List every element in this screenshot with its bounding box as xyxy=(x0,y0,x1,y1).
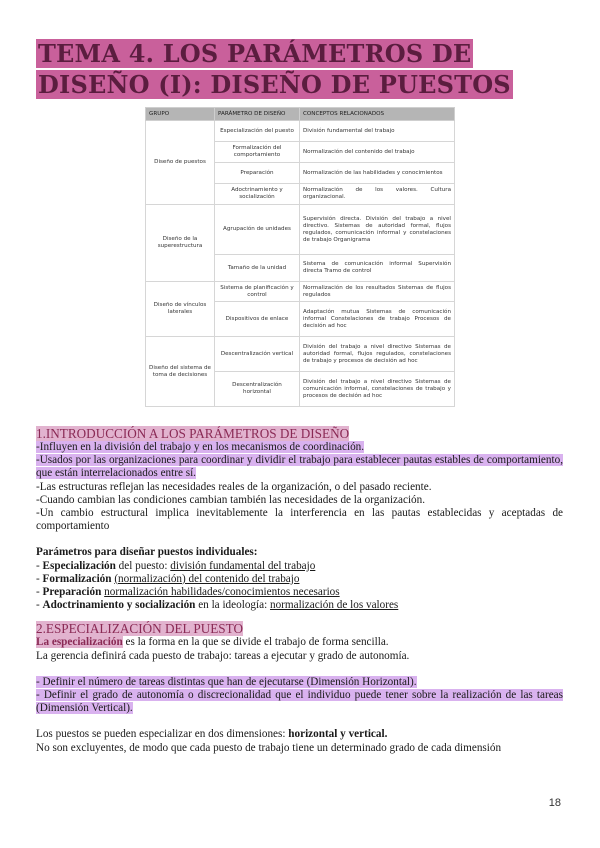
intro-paragraph-3: -Las estructuras reflejan las necesidades reales de la organización, o del pasado reciente. xyxy=(36,480,432,493)
section-2-title: 2.ESPECIALIZACIÓN DEL PUESTO xyxy=(36,621,243,637)
group-cell: Diseño del sistema de toma de decisiones xyxy=(146,337,215,407)
group-cell: Diseño de vínculos laterales xyxy=(146,282,215,337)
spec-paragraph-1: La especialización es la forma en la que se divide el trabajo de forma sencilla. xyxy=(36,636,389,649)
concepts-cell: Normalización del contenido del trabajo xyxy=(300,142,455,163)
spec-paragraph-6: No son excluyentes, de modo que cada puesto de trabajo tiene un determinado grado de cada dimensión xyxy=(36,741,502,754)
page-number: 18 xyxy=(548,797,561,809)
parameter-cell: Sistema de planificación y control xyxy=(215,282,300,302)
concepts-cell: Normalización de los resultados Sistemas de flujos regulados xyxy=(300,282,455,302)
section-1-title: 1.INTRODUCCIÓN A LOS PARÁMETROS DE DISEÑO xyxy=(36,426,350,441)
concepts-cell: Normalización de los valores. Cultura organizacional. xyxy=(300,184,455,205)
concepts-cell: Normalización de las habilidades y conocimientos xyxy=(300,163,455,184)
parameter-cell: Descentralización vertical xyxy=(215,337,300,372)
group-cell: Diseño de puestos xyxy=(146,121,215,205)
parameter-cell: Tamaño de la unidad xyxy=(215,255,300,282)
title-line-2: DISEÑO (I): DISEÑO DE PUESTOS xyxy=(38,70,511,99)
parameter-cell: Formalización del comportamiento xyxy=(215,142,300,163)
parameter-cell: Especialización del puesto xyxy=(215,121,300,142)
parameter-cell: Descentralización horizontal xyxy=(215,372,300,407)
parameter-cell: Dispositivos de enlace xyxy=(215,302,300,337)
concepts-cell: Supervisión directa. División del trabajo a nivel directivo. Sistemas de autoridad formal, flujos regulados, comunicación informal y constelaciones de trabajo Organigrama xyxy=(300,205,455,255)
document-body xyxy=(36,426,563,755)
header-parameter: PARÁMETRO DE DISEÑO xyxy=(215,108,300,121)
spec-paragraph-3: - Definir el número de tareas distintas que han de ejecutarse (Dimensión Horizontal). xyxy=(36,675,417,688)
concepts-cell: División del trabajo a nivel directivo Sistemas de comunicación informal, constelaciones de trabajo y procesos de decisión ad hoc xyxy=(300,372,455,407)
parameter-cell: Adoctrinamiento y socialización xyxy=(215,184,300,205)
intro-paragraph-1: -Influyen en la división del trabajo y en los mecanismos de coordinación. xyxy=(36,441,365,453)
title-line-1: TEMA 4. LOS PARÁMETROS DE xyxy=(38,39,472,68)
concepts-cell: Adaptación mutua Sistemas de comunicación informal Constelaciones de trabajo Procesos de decisión ad hoc xyxy=(300,302,455,337)
parameter-cell: Agrupación de unidades xyxy=(215,205,300,255)
param-item: - Especialización del puesto: división fundamental del trabajo xyxy=(36,559,316,572)
param-item: - Formalización (normalización) del contenido del trabajo xyxy=(36,572,300,585)
spec-paragraph-4: - Definir el grado de autonomía o discrecionalidad que el individuo puede tener sobre la realización de las tareas (Dimensión Vertical). xyxy=(36,689,563,715)
param-item: - Preparación normalización habilidades/conocimientos necesarios xyxy=(36,586,340,599)
spec-paragraph-5: Los puestos se pueden especializar en dos dimensiones: horizontal y vertical. xyxy=(36,728,388,741)
param-item: - Adoctrinamiento y socialización en la ideología: normalización de los valores xyxy=(36,599,399,612)
concepts-cell: División fundamental del trabajo xyxy=(300,121,455,142)
header-group: GRUPO xyxy=(146,108,215,121)
header-concepts: CONCEPTOS RELACIONADOS xyxy=(300,108,455,121)
page-title xyxy=(36,38,520,100)
concepts-cell: Sistema de comunicación informal Supervisión directa Tramo de control xyxy=(300,255,455,282)
group-cell: Diseño de la superestructura xyxy=(146,205,215,282)
intro-paragraph-2: -Usados por las organizaciones para coordinar y dividir el trabajo para establecer pautas estables de comportamiento, que están interrelacionados entre sí. xyxy=(36,454,563,480)
intro-paragraph-4: -Cuando cambian las condiciones cambian también las necesidades de la organización. xyxy=(36,493,426,506)
params-heading: Parámetros para diseñar puestos individuales: xyxy=(36,546,258,559)
concepts-cell: División del trabajo a nivel directivo Sistemas de autoridad formal, flujos regulados, constelaciones de trabajo y procesos de decisión ad hoc xyxy=(300,337,455,372)
spec-paragraph-2: La gerencia definirá cada puesto de trabajo: tareas a ejecutar y grado de autonomía. xyxy=(36,649,410,662)
design-parameters-table xyxy=(145,107,455,413)
intro-paragraph-5: -Un cambio estructural implica inevitablemente la interferencia en las pautas establecidas y aceptadas de comportamiento xyxy=(36,507,563,533)
parameter-cell: Preparación xyxy=(215,163,300,184)
